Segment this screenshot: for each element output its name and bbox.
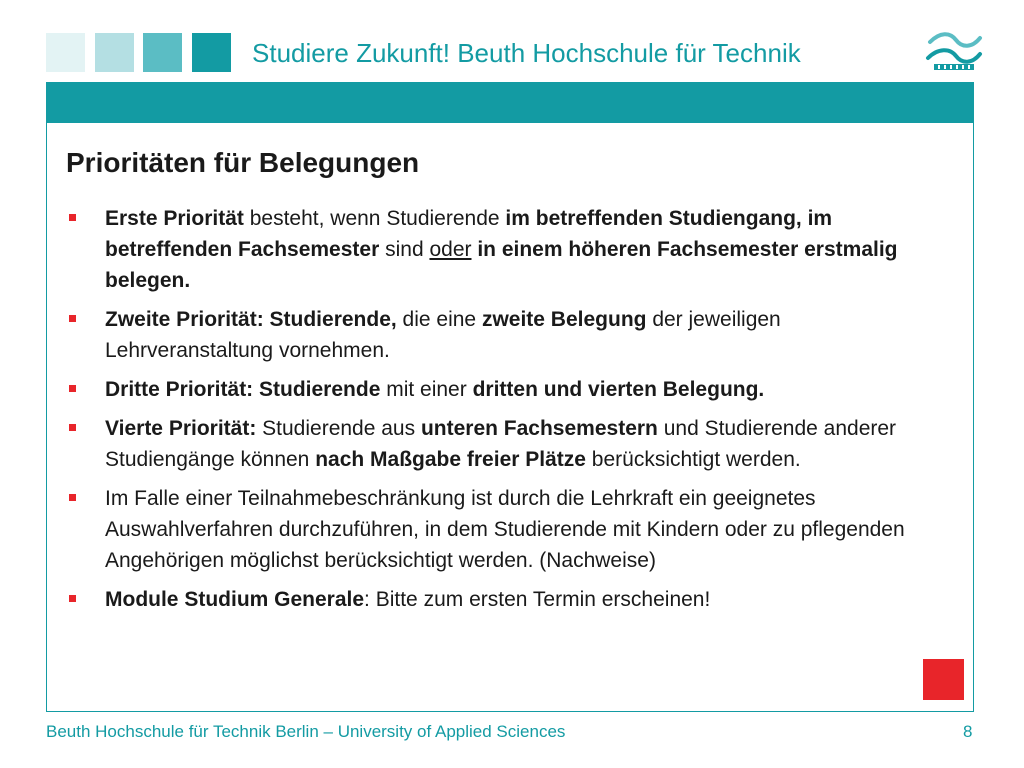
bullet-text-segment: Erste Priorität: [105, 207, 244, 230]
bullet-text-segment: : Bitte zum ersten Termin erscheinen!: [364, 588, 711, 611]
bullet-text-segment: Zweite Priorität: Studierende,: [105, 308, 397, 331]
bullet-text-segment: besteht, wenn Studierende: [243, 207, 506, 230]
bullet-text-segment: Dritte Priorität: Studierende: [105, 378, 381, 401]
bullet-marker-icon: [69, 424, 76, 431]
bullet-text-segment: in einem höheren Fachsemester erstmalig belegen.: [105, 238, 898, 292]
header-square-2: [95, 33, 134, 72]
title-band: [47, 83, 973, 123]
bullet-list: [66, 203, 946, 623]
slide-title: Prioritäten für Belegungen: [66, 147, 420, 178]
bullet-item: [66, 483, 946, 576]
header-title: Studiere Zukunft! Beuth Hochschule für Technik: [252, 38, 801, 68]
bullet-marker-icon: [69, 385, 76, 392]
footer-separator: –: [318, 722, 338, 741]
header-square-4: [192, 33, 231, 72]
bullet-text-segment: sind: [379, 238, 430, 261]
bullet-text-segment: der jeweiligen Lehrveranstaltung vornehmen.: [105, 308, 781, 362]
bullet-text-segment: Im Falle einer Teilnahmebeschränkung ist durch die Lehrkraft ein geeignetes Auswahlverfahren durchzuführen, in dem Studierende mit Kindern oder zu pflegenden Angehörigen möglichst berücksichtigt werden. (Nachweise): [105, 487, 905, 572]
bullet-item: [66, 584, 946, 615]
bullet-marker-icon: [69, 214, 76, 221]
bullet-text-segment: unteren Fachsemestern: [420, 417, 658, 440]
beuth-logo-icon: [924, 28, 984, 76]
bullet-marker-icon: [69, 494, 76, 501]
bullet-item: [66, 304, 946, 366]
bullet-text-segment: Vierte Priorität:: [105, 417, 257, 440]
bullet-text-segment: dritten und vierten Belegung.: [472, 378, 765, 401]
footer-text: [46, 722, 565, 742]
footer-institution: Beuth Hochschule für Technik Berlin: [46, 722, 319, 741]
header-square-1: [46, 33, 85, 72]
page-number: 8: [963, 722, 973, 741]
bullet-text-segment: nach Maßgabe freier Plätze: [315, 448, 586, 471]
header-square-3: [143, 33, 182, 72]
bullet-text-segment: mit einer: [380, 378, 473, 401]
bullet-text-segment: die eine: [396, 308, 482, 331]
bullet-text-segment: und Studierende anderer Studiengänge können: [105, 417, 897, 471]
bullet-item: [66, 413, 946, 475]
bullet-text-segment: Module Studium Generale: [105, 588, 365, 611]
bullet-item: [66, 374, 946, 405]
bullet-marker-icon: [69, 595, 76, 602]
red-square-decoration: [923, 659, 964, 700]
footer-subtitle: University of Applied Sciences: [337, 722, 566, 741]
bullet-marker-icon: [69, 315, 76, 322]
bullet-text-segment: im betreffenden Studiengang, im betreffenden Fachsemester: [105, 207, 833, 261]
content-frame: [46, 82, 974, 712]
bullet-text-segment: zweite Belegung: [481, 308, 647, 331]
bullet-text-segment: oder: [429, 238, 472, 261]
bullet-text-segment: Studierende aus: [256, 417, 421, 440]
bullet-text-segment: berücksichtigt werden.: [585, 448, 801, 471]
bullet-item: [66, 203, 946, 296]
